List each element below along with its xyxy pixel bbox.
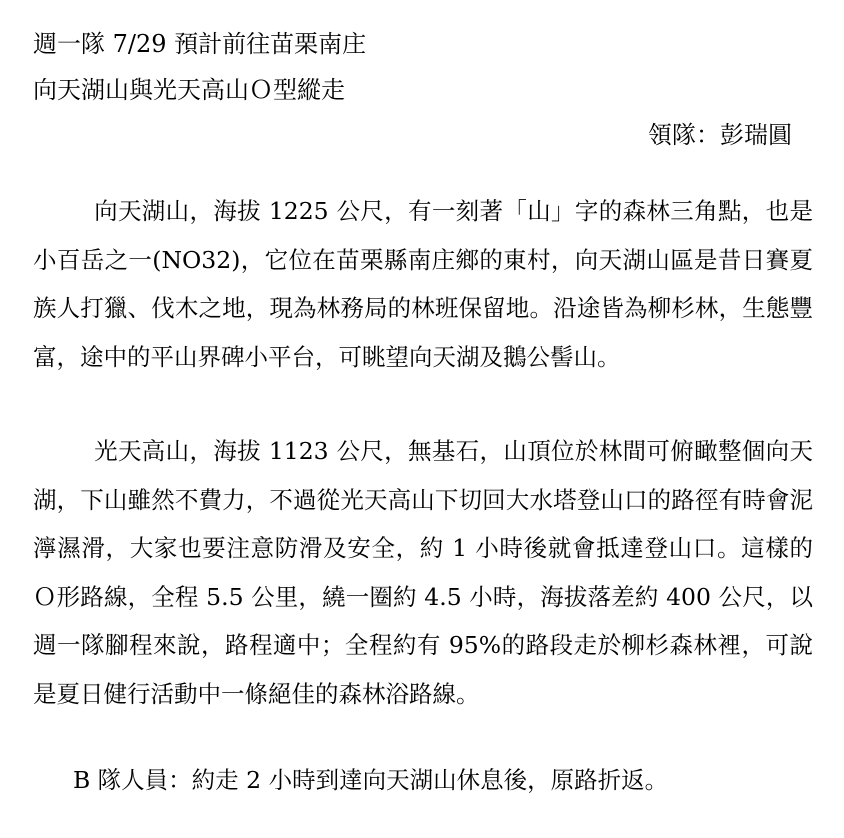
paragraph-guangtiangao-mountain: 光天高山，海拔 1123 公尺，無基石，山頂位於林間可俯瞰整個向天湖，下山雖然不費力，不過從光天高山下切回大水塔登山口的路徑有時會泥濘濕滑，大家也要注意防滑及安全，約 1 小時後就會抵達登山口。這樣的Ｏ形路線，全程 5.5 公里，繞一圈約 4.5 小時，海拔落差約 400 公尺，以週一隊腳程來說，路程適中；全程約有 95%的路段走於柳杉森林裡，可說是夏日健行活動中一條絕佳的森林浴路線。 xyxy=(33,437,813,708)
paragraph-team-b: B 隊人員：約走 2 小時到達向天湖山休息後，原路折返。 xyxy=(72,766,669,794)
paragraph-xiangtianhu-mountain: 向天湖山，海拔 1225 公尺，有一刻著「山」字的森林三角點，也是小百岳之一(NO32)，它位在苗栗縣南庄鄉的東村，向天湖山區是昔日賽夏族人打獵、伐木之地，現為林務局的林班保留地。沿途皆為柳杉林，生態豐富，途中的平山界碑小平台，可眺望向天湖及鵝公髻山。 xyxy=(33,197,813,371)
title-line-1: 週一隊 7/29 預計前往苗栗南庄 xyxy=(33,30,367,58)
title-line-2: 向天湖山與光天高山Ｏ型縱走 xyxy=(33,76,345,104)
team-leader: 領隊：彭瑞圓 xyxy=(648,121,792,149)
